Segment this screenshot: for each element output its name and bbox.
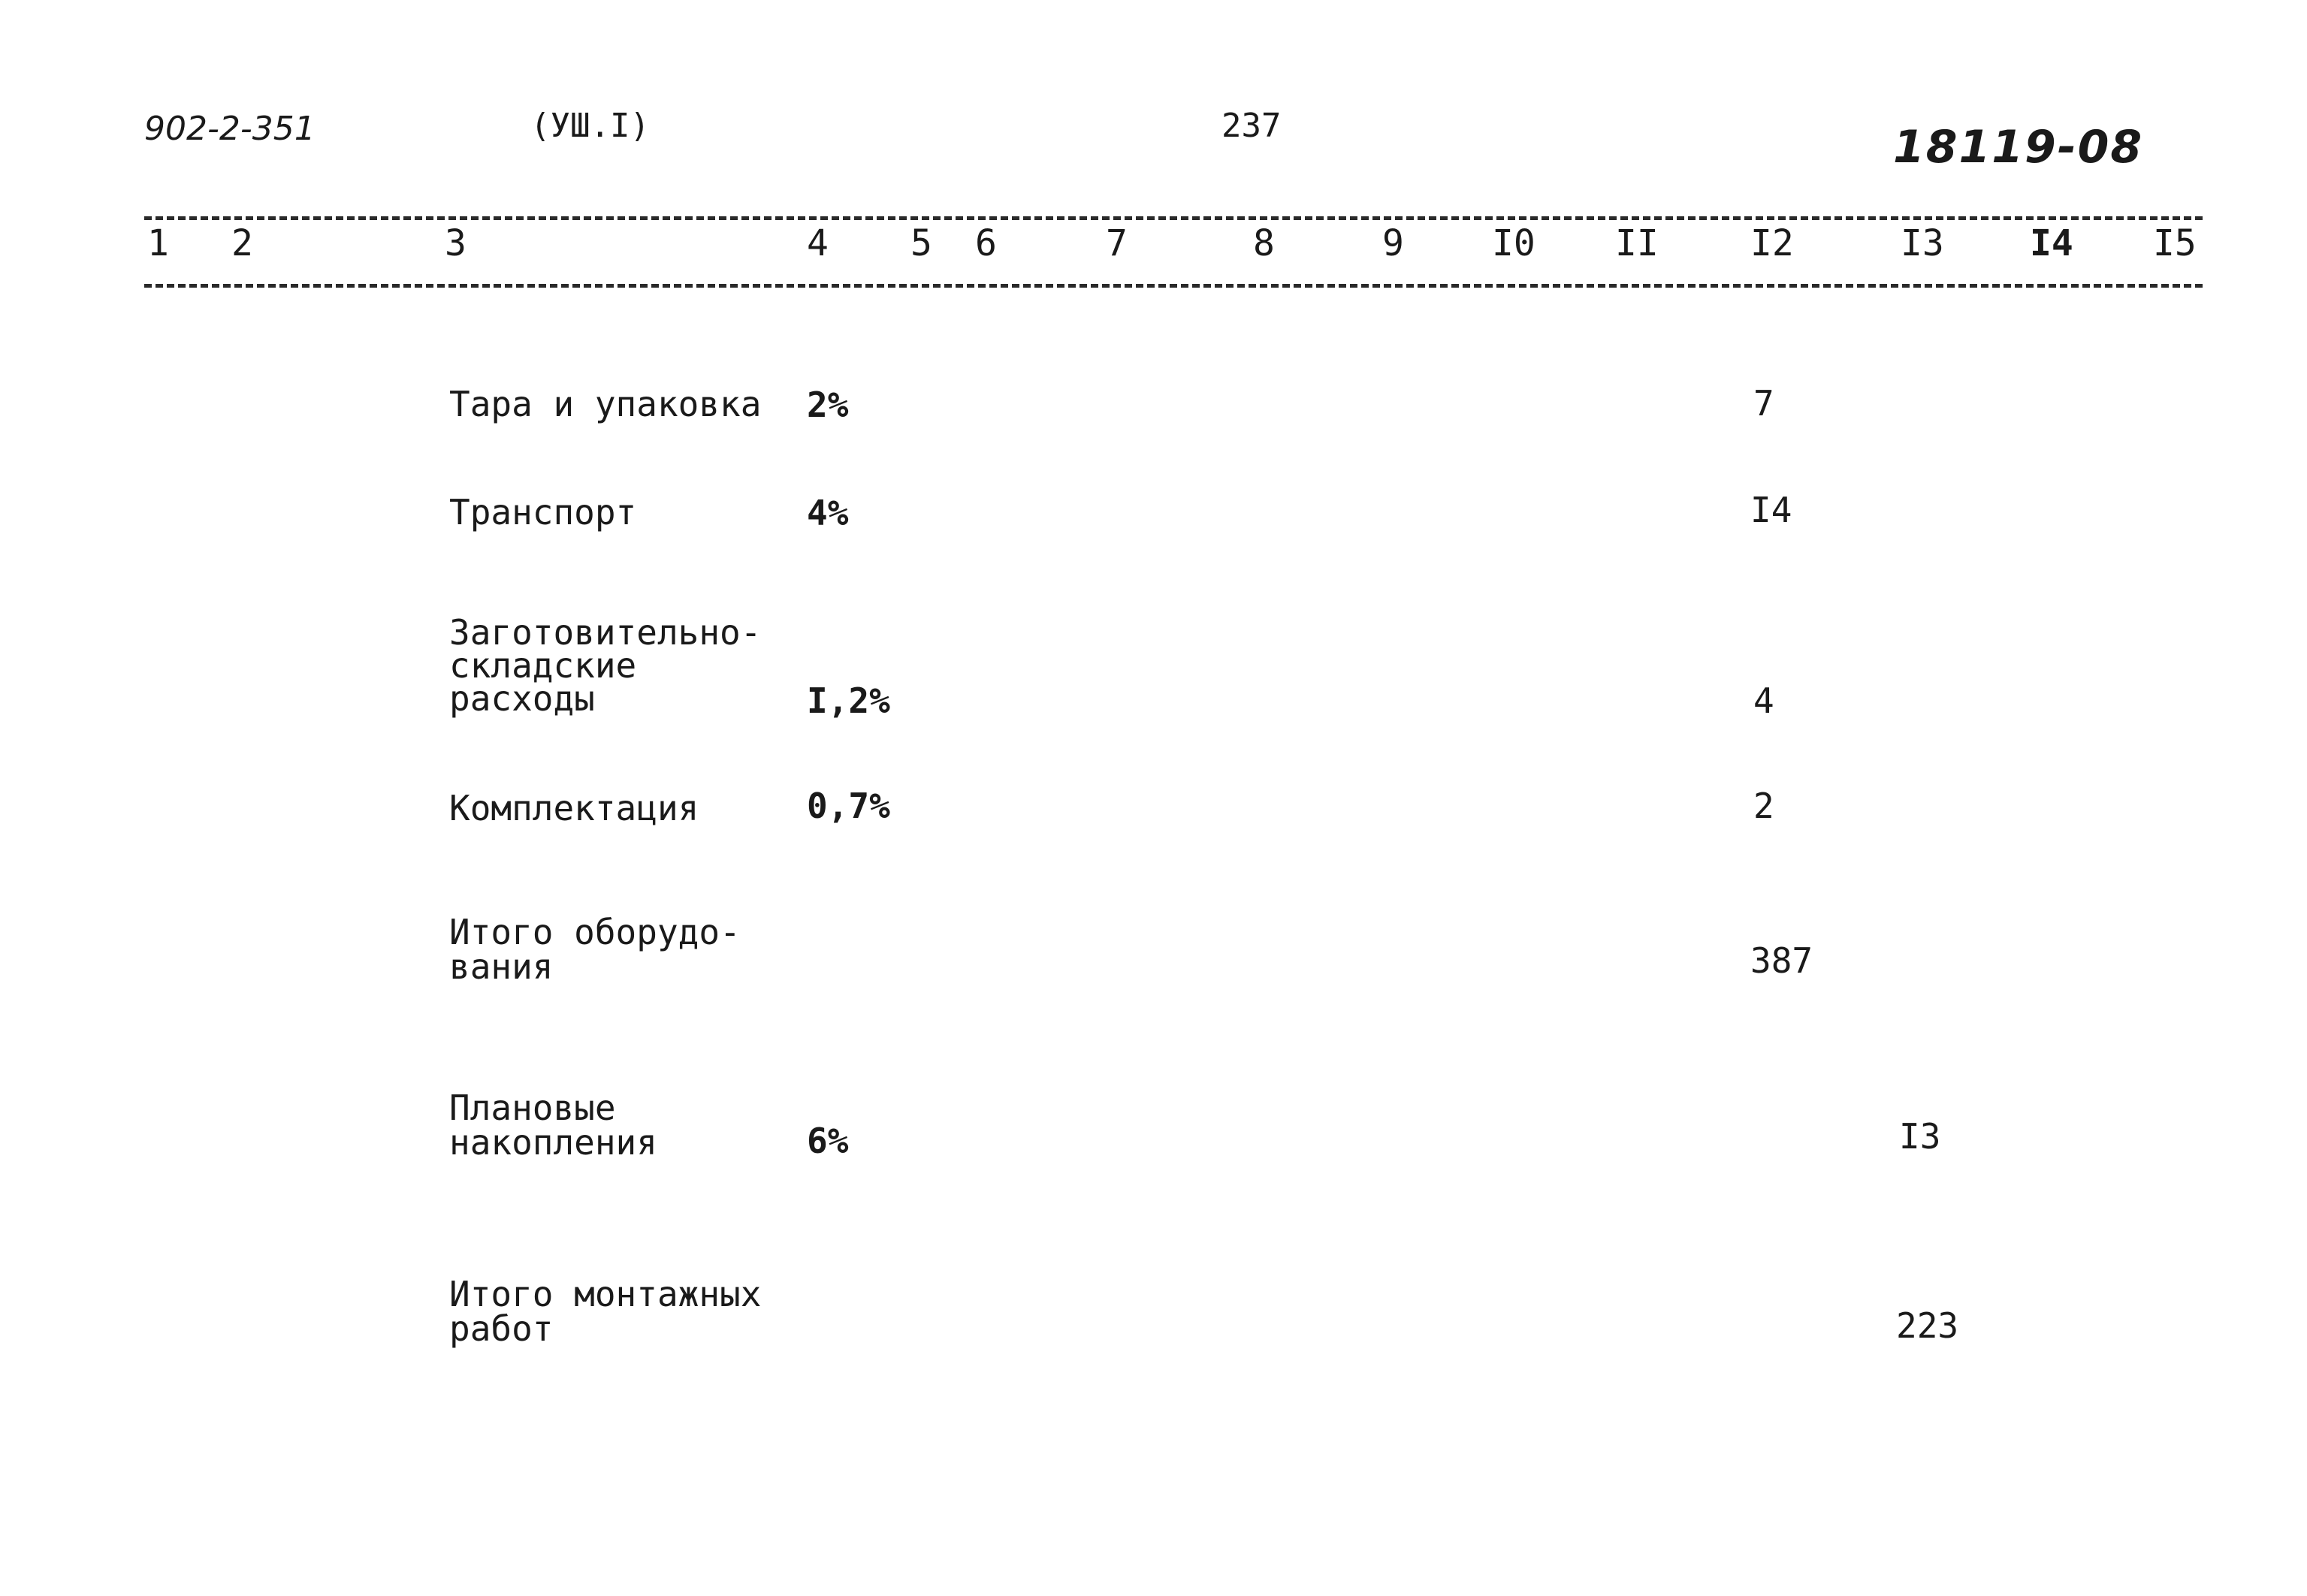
page-number: 237	[1221, 107, 1282, 145]
row-label-line: Тара и упаковка	[449, 384, 762, 424]
column-number: I3	[1901, 222, 1944, 264]
column-number: 9	[1382, 222, 1404, 264]
row-label-line: Итого оборудо-	[449, 912, 741, 952]
column-number: 7	[1106, 222, 1128, 264]
header-rule-bottom	[144, 284, 2203, 288]
column-number: I2	[1750, 222, 1794, 264]
row-label-line: Транспорт	[449, 492, 637, 533]
row-label-line: вания	[449, 946, 554, 987]
row-label-packaging	[449, 386, 780, 422]
column-number: I4	[2030, 222, 2073, 264]
row-value-col12: I4	[1750, 490, 1792, 530]
section-number: (УШ.I)	[530, 107, 650, 145]
column-number: 8	[1253, 222, 1275, 264]
row-rate: 6%	[807, 1121, 849, 1161]
row-label-procurement-storage	[449, 612, 780, 719]
row-label-line: Комплектация	[449, 788, 699, 828]
row-value-col12: 4	[1753, 680, 1774, 721]
row-value-col12: 387	[1750, 940, 1813, 981]
column-number: I0	[1492, 222, 1535, 264]
row-value-col12: 2	[1753, 786, 1774, 826]
row-rate: 4%	[807, 493, 849, 533]
column-number: 5	[910, 222, 932, 264]
row-value-col13: I3	[1899, 1116, 1941, 1157]
row-label-equipment-total	[449, 912, 780, 987]
column-number: 2	[231, 222, 253, 264]
row-label-installation-total	[449, 1274, 780, 1349]
row-label-line: Заготовительно-	[449, 612, 762, 653]
row-value-col12: 7	[1753, 383, 1774, 424]
column-number: 1	[147, 222, 169, 264]
row-rate: I,2%	[807, 680, 890, 721]
row-rate: 2%	[807, 385, 849, 425]
row-label-line: Итого монтажных	[449, 1274, 762, 1314]
row-label-line: складские	[449, 645, 637, 686]
row-label-completion	[449, 790, 780, 826]
row-label-planned-savings	[449, 1088, 780, 1163]
column-number: II	[1615, 222, 1659, 264]
column-number: 6	[975, 222, 997, 264]
document-code: 902-2-351	[144, 110, 316, 148]
row-label-line: накопления	[449, 1122, 657, 1163]
handwritten-number: 18119-08	[1893, 121, 2144, 173]
column-number: 4	[807, 222, 829, 264]
row-label-line: расходы	[449, 678, 595, 719]
column-number: 3	[445, 222, 467, 264]
row-rate: 0,7%	[807, 786, 890, 826]
row-label-line: работ	[449, 1308, 554, 1349]
column-number: I5	[2153, 222, 2197, 264]
row-value-col13: 223	[1896, 1305, 1959, 1346]
row-label-line: Плановые	[449, 1088, 616, 1128]
row-label-transport	[449, 492, 780, 533]
header-rule-top	[144, 216, 2203, 220]
